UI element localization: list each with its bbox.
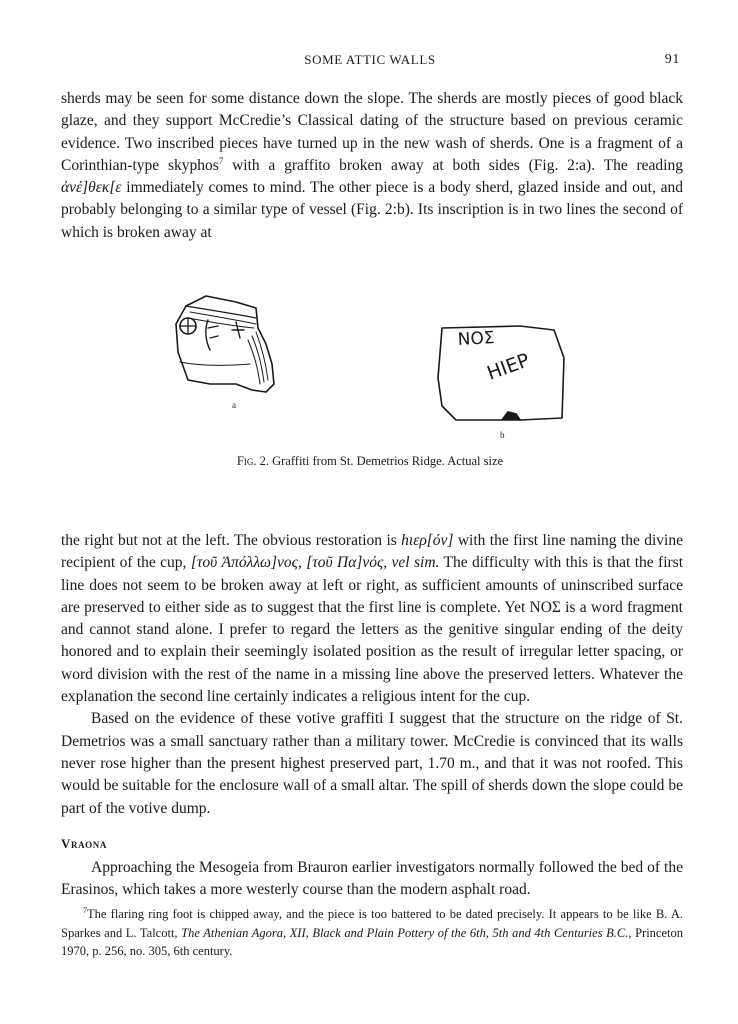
greek-name-pan: [τοῦ Πα]νός: [306, 554, 384, 572]
top-paragraph-text-1: sherds may be seen for some distance down the slope. The sherds are mostly pieces of good black glaze, and they support McCredie’s Classical dating of the structure based on previous ceramic evidence. Two inscribed pieces have turned up in the new wash of sherds. One is a fragment of a Corinthian-type skyphos: [61, 90, 683, 174]
running-head: [60, 52, 680, 72]
graffiti-drawings: [170, 288, 590, 450]
vraona-block: [61, 857, 683, 902]
footnote-text-1: The flaring ring foot is chipped away, and the piece is too battered to be dated precisely. It appears to be like B. A. Sparkes and L. Talcott,: [61, 907, 683, 940]
continuation-text-1: the right but not at the left. The obvious restoration is: [61, 532, 402, 549]
running-title: SOME ATTIC WALLS: [304, 52, 436, 67]
figure-caption-text: Graffiti from St. Demetrios Ridge. Actual size: [268, 454, 504, 468]
continuation-text-3: ,: [297, 554, 307, 572]
continuation-text-4: ,: [383, 554, 392, 572]
continuation-paragraph: [61, 530, 683, 708]
greek-restoration: hιερ[όν]: [401, 532, 454, 549]
top-paragraph: [61, 88, 683, 244]
sherd-a-drawing: [176, 296, 274, 392]
top-paragraph-text-3: immediately comes to mind. The other piece is a body sherd, glazed inside and out, and probably belonging to a similar type of vessel (Fig. 2:b). Its inscription is in two lines the second of which is broken away at: [61, 179, 683, 241]
figure-caption: [60, 454, 680, 469]
section-heading-vraona: Vraona: [61, 836, 107, 851]
greek-reading: ἀνέ]θεκ[ε: [61, 179, 122, 197]
figure-2: [170, 288, 590, 450]
vraona-paragraph: Approaching the Mesogeia from Brauron earlier investigators normally followed the bed of the Erasinos, which takes a more westerly course than the modern asphalt road.: [61, 859, 683, 899]
vel-sim: vel sim.: [391, 554, 440, 572]
sanctuary-paragraph: Based on the evidence of these votive graffiti I suggest that the structure on the ridge of St. Demetrios was a small sanctuary rather than a military tower. McCredie is convinced that its walls never rose higher than the present highest preserved part, 1.70 m., and that it was not roofed. This would be suitable for the enclosure wall of a small altar. The spill of sherds down the slope could be part of the votive dump.: [61, 710, 683, 817]
footnote-text-2: , Princeton 1970, p. 256, no. 305, 6th century.: [61, 925, 683, 958]
figure-label-b: b: [500, 430, 505, 440]
top-paragraph-text-2: with a graffito broken away at both sides (Fig. 2:a). The reading: [223, 156, 683, 174]
figure-label-a: a: [232, 400, 236, 410]
footnote-7: [61, 905, 683, 961]
continuation-text-5: The difficulty with this is that the first line does not seem to be broken away at left or right, as sufficient amounts of uninscribed surface are preserved to either side as to suggest that the first line is complete. Yet ΝΟΣ is a word fragment and cannot stand alone. I prefer to regard the letters as the genitive singular ending of the deity honored and to explain their seemingly isolated position as the result of irregular letter spacing, or word division with the rest of the name in a missing line above the preserved letters. Whatever the explanation the second line certainly indicates a religious intent for the cup.: [61, 554, 684, 706]
main-text-lower: [61, 530, 683, 820]
footnote-cited-title: The Athenian Agora, XII, Black and Plain Pottery of the 6th, 5th and 4th Centuries B.C.: [181, 925, 629, 940]
footnote-number: 7: [83, 905, 87, 915]
graffito-b-line-2: ΗΙΕΡ: [484, 349, 533, 385]
continuation-text-2: with the first line naming the divine recipient of the cup,: [61, 532, 683, 572]
graffito-b-line-1: ΝΟΣ: [457, 328, 496, 350]
greek-name-apollo: [τοῦ Ἀπόλλω]νος: [190, 554, 298, 572]
page-number: 91: [664, 52, 680, 67]
figure-caption-prefix: Fig. 2.: [236, 454, 269, 468]
footnote-ref-7: 7: [218, 155, 224, 166]
